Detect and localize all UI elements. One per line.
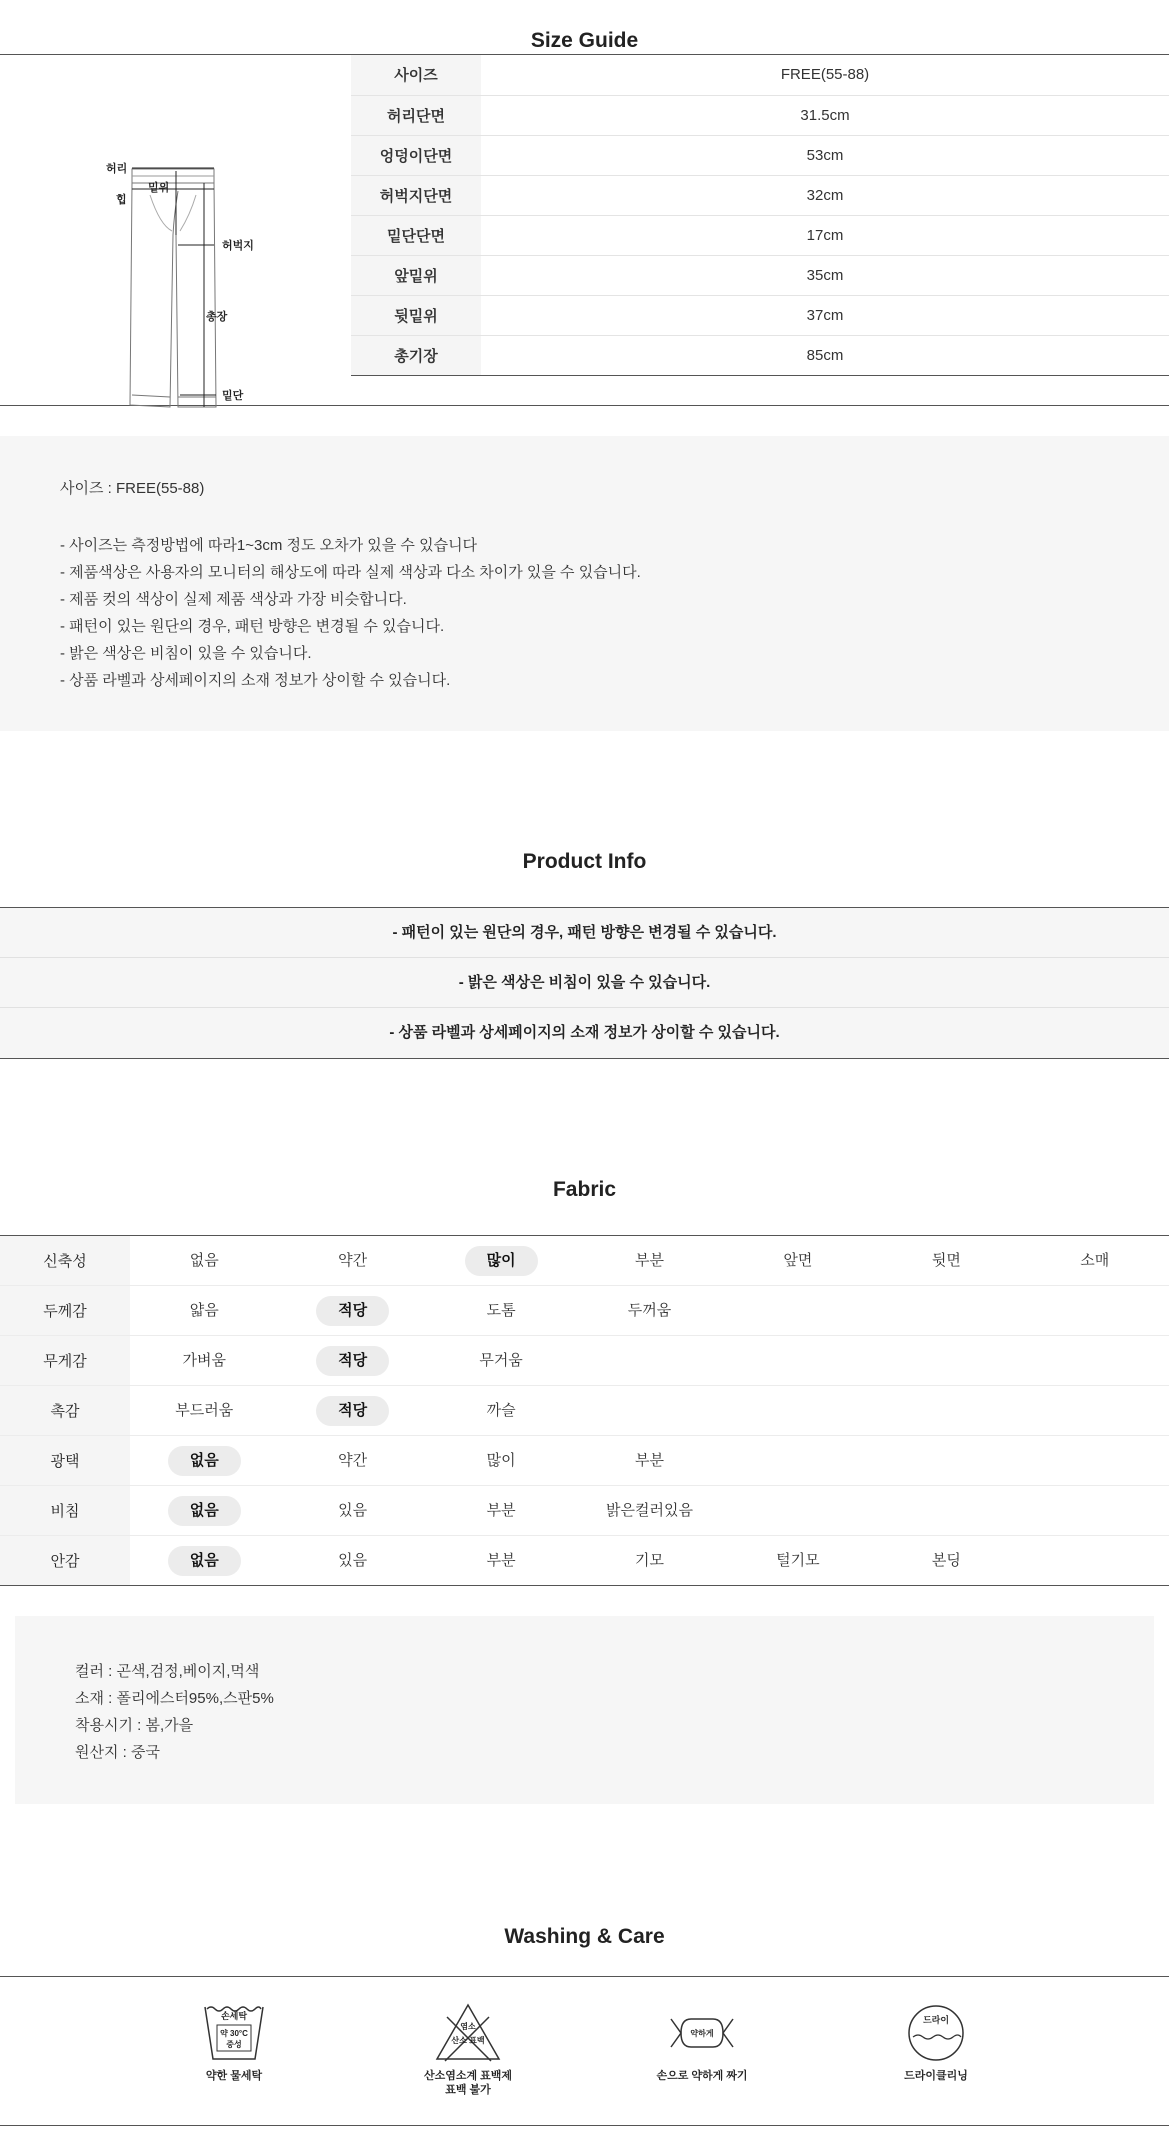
product-info-row: - 패턴이 있는 원단의 경우, 패턴 방향은 변경될 수 있습니다. — [0, 908, 1169, 958]
care-item-no-bleach — [388, 2001, 548, 2097]
notice-line: - 상품 라벨과 상세페이지의 소재 정보가 상이할 수 있습니다. — [60, 672, 451, 689]
size-row-label: 엉덩이단면 — [351, 135, 481, 175]
fabric-option: 앞면 — [783, 1251, 813, 1269]
fabric-title: Fabric — [552, 1178, 617, 1201]
fabric-row — [0, 1536, 1169, 1586]
fabric-option-cell — [872, 1386, 1020, 1436]
product-info-row: - 상품 라벨과 상세페이지의 소재 정보가 상이할 수 있습니다. — [0, 1008, 1169, 1058]
fabric-option-selected: 적당 — [316, 1296, 389, 1326]
fabric-option-cell — [1021, 1436, 1169, 1486]
notice-line: - 사이즈는 측정방법에 따라1~3cm 정도 오차가 있을 수 있습니다 — [60, 537, 478, 554]
size-row — [351, 295, 1169, 335]
fabric-option-cell — [130, 1286, 278, 1336]
notice-line: - 제품 컷의 색상이 실제 제품 색상과 가장 비슷합니다. — [60, 591, 407, 608]
fabric-row-label: 비침 — [0, 1486, 130, 1536]
fabric-row-label: 두께감 — [0, 1286, 130, 1336]
svg-text:약하게: 약하게 — [690, 2029, 714, 2038]
fabric-option: 밝은컬러있음 — [606, 1501, 693, 1519]
material-line: 소재 : 폴리에스터95%,스판5% — [75, 1690, 274, 1707]
svg-text:드라이: 드라이 — [922, 2015, 950, 2025]
fabric-option-cell — [278, 1286, 426, 1336]
fabric-row — [0, 1236, 1169, 1286]
size-row-value: 31.5cm — [481, 95, 1169, 135]
size-row — [351, 95, 1169, 135]
fabric-option-cell — [1021, 1236, 1169, 1286]
fabric-option-cell — [724, 1236, 872, 1286]
washing-care-title: Washing & Care — [504, 1925, 665, 1948]
fabric-option-cell — [575, 1236, 723, 1286]
fabric-option-selected: 적당 — [316, 1346, 389, 1376]
size-row-value: 35cm — [481, 255, 1169, 295]
care-label-no-bleach: 산소염소계 표백제 — [423, 2070, 513, 2082]
fabric-option-cell — [575, 1386, 723, 1436]
fabric-option: 약간 — [338, 1451, 368, 1469]
fabric-option-cell — [724, 1286, 872, 1336]
fabric-option-cell — [872, 1236, 1020, 1286]
fabric-option-cell — [1021, 1386, 1169, 1436]
fabric-row — [0, 1436, 1169, 1486]
size-row-label: 사이즈 — [351, 55, 481, 95]
fabric-row — [0, 1286, 1169, 1336]
fabric-option: 많이 — [486, 1451, 516, 1469]
notice-size-line: 사이즈 : FREE(55-88) — [60, 480, 205, 497]
fabric-option-cell — [278, 1536, 426, 1586]
fabric-option: 도톰 — [486, 1301, 516, 1319]
fabric-option-cell — [724, 1386, 872, 1436]
fabric-option-cell — [130, 1236, 278, 1286]
size-row-label: 앞밑위 — [351, 255, 481, 295]
size-row-value: 53cm — [481, 135, 1169, 175]
size-row-label: 밑단단면 — [351, 215, 481, 255]
diagram-label-length: 총장 — [206, 311, 228, 323]
fabric-option: 본딩 — [931, 1551, 961, 1569]
fabric-option-cell — [278, 1386, 426, 1436]
fabric-option-selected: 적당 — [316, 1396, 389, 1426]
fabric-option-cell — [130, 1336, 278, 1386]
fabric-option-cell — [130, 1536, 278, 1586]
material-line: 원산지 : 중국 — [75, 1744, 160, 1761]
fabric-row-label: 촉감 — [0, 1386, 130, 1436]
fabric-option-cell — [130, 1386, 278, 1436]
size-row-value: 37cm — [481, 295, 1169, 335]
size-row-value: 85cm — [481, 335, 1169, 375]
notice-line: - 제품색상은 사용자의 모니터의 해상도에 따라 실제 색상과 다소 차이가 있을 수 있습니다. — [60, 564, 641, 581]
fabric-option-cell — [427, 1536, 575, 1586]
size-row — [351, 135, 1169, 175]
size-row-value: 17cm — [481, 215, 1169, 255]
fabric-option: 있음 — [338, 1501, 368, 1519]
care-item-gentle-wring — [622, 2001, 782, 2083]
size-row — [351, 55, 1169, 95]
size-table — [351, 55, 1169, 376]
fabric-option-cell — [427, 1436, 575, 1486]
no-bleach-icon — [433, 2001, 503, 2065]
washing-care-section — [0, 1976, 1169, 2126]
fabric-option-selected: 없음 — [168, 1496, 241, 1526]
diagram-label-thigh: 허벅지 — [222, 240, 254, 252]
fabric-option-cell — [427, 1336, 575, 1386]
fabric-option-cell — [1021, 1336, 1169, 1386]
fabric-option-cell — [575, 1286, 723, 1336]
fabric-option: 없음 — [189, 1251, 219, 1269]
pants-size-diagram — [100, 105, 280, 425]
fabric-option: 까슬 — [486, 1401, 516, 1419]
fabric-option-cell — [427, 1236, 575, 1286]
size-row-label: 총기장 — [351, 335, 481, 375]
fabric-option: 기모 — [635, 1551, 664, 1569]
diagram-label-hip: 힙 — [116, 194, 127, 206]
fabric-option-cell — [724, 1336, 872, 1386]
size-row-label: 허벅지단면 — [351, 175, 481, 215]
fabric-option-cell — [1021, 1536, 1169, 1586]
fabric-option-cell — [872, 1336, 1020, 1386]
fabric-option-cell — [872, 1286, 1020, 1336]
fabric-option-cell — [575, 1486, 723, 1536]
fabric-option-cell — [872, 1436, 1020, 1486]
care-label-hand-wash: 약한 물세탁 — [205, 2070, 263, 2082]
diagram-label-hem: 밑단 — [222, 390, 244, 402]
fabric-option: 부분 — [635, 1451, 664, 1469]
size-row-label: 허리단면 — [351, 95, 481, 135]
size-row-value: 32cm — [481, 175, 1169, 215]
svg-text:산소 표백: 산소 표백 — [451, 2036, 485, 2045]
product-info-list — [0, 907, 1169, 1059]
care-label-gentle-wring: 손으로 약하게 짜기 — [656, 2070, 748, 2082]
fabric-option-cell — [575, 1336, 723, 1386]
fabric-option-cell — [872, 1536, 1020, 1586]
fabric-option-cell — [575, 1536, 723, 1586]
fabric-row-label: 광택 — [0, 1436, 130, 1486]
fabric-row — [0, 1336, 1169, 1386]
fabric-option: 약간 — [338, 1251, 368, 1269]
size-row-label: 뒷밑위 — [351, 295, 481, 335]
size-row — [351, 255, 1169, 295]
fabric-row-label: 신축성 — [0, 1236, 130, 1286]
fabric-option: 부분 — [486, 1501, 516, 1519]
fabric-option-cell — [1021, 1486, 1169, 1536]
fabric-option-selected: 많이 — [465, 1246, 538, 1276]
fabric-option-cell — [278, 1336, 426, 1386]
product-info-title: Product Info — [522, 850, 647, 873]
svg-text:염소: 염소 — [460, 2022, 476, 2031]
fabric-option-cell — [724, 1436, 872, 1486]
care-label-dry-clean: 드라이클리닝 — [904, 2070, 968, 2082]
svg-text:약 30°C: 약 30°C — [220, 2029, 248, 2038]
size-guide-title: Size Guide — [530, 29, 639, 52]
dry-clean-icon — [901, 2001, 971, 2065]
fabric-row-label: 안감 — [0, 1536, 130, 1586]
fabric-option-cell — [872, 1486, 1020, 1536]
size-row — [351, 335, 1169, 375]
product-info-row: - 밝은 색상은 비침이 있을 수 있습니다. — [0, 958, 1169, 1008]
fabric-option: 무거움 — [479, 1351, 523, 1369]
svg-text:손세탁: 손세탁 — [220, 2011, 248, 2021]
size-row — [351, 175, 1169, 215]
fabric-option-cell — [278, 1486, 426, 1536]
fabric-option-cell — [278, 1236, 426, 1286]
size-row — [351, 215, 1169, 255]
fabric-option-cell — [724, 1536, 872, 1586]
material-info-box — [15, 1616, 1154, 1804]
fabric-option: 소매 — [1080, 1251, 1110, 1269]
diagram-label-waist: 허리 — [106, 163, 128, 175]
material-line: 착용시기 : 봄,가을 — [75, 1717, 194, 1734]
notice-line: - 밝은 색상은 비침이 있을 수 있습니다. — [60, 645, 312, 662]
fabric-option: 있음 — [338, 1551, 368, 1569]
size-row-value: FREE(55-88) — [481, 55, 1169, 95]
fabric-option: 부드러움 — [175, 1401, 234, 1419]
notice-line: - 패턴이 있는 원단의 경우, 패턴 방향은 변경될 수 있습니다. — [60, 618, 445, 635]
fabric-option-cell — [427, 1486, 575, 1536]
gentle-wring-icon — [667, 2001, 737, 2065]
fabric-option-cell — [427, 1286, 575, 1336]
hand-wash-icon — [199, 2001, 269, 2065]
fabric-table — [0, 1235, 1169, 1586]
fabric-option: 털기모 — [776, 1551, 820, 1569]
fabric-option-cell — [724, 1486, 872, 1536]
fabric-option-cell — [278, 1436, 426, 1486]
fabric-option: 뒷면 — [931, 1251, 961, 1269]
svg-text:중성: 중성 — [226, 2040, 242, 2049]
care-label-no-bleach-2: 표백 불가 — [445, 2084, 491, 2096]
fabric-option-cell — [427, 1386, 575, 1436]
fabric-option: 두꺼움 — [627, 1301, 672, 1319]
fabric-option-selected: 없음 — [168, 1546, 241, 1576]
fabric-option: 부분 — [635, 1251, 664, 1269]
fabric-option: 얇음 — [189, 1301, 219, 1319]
fabric-option-cell — [575, 1436, 723, 1486]
fabric-row — [0, 1386, 1169, 1436]
material-line: 컬러 : 곤색,검정,베이지,먹색 — [75, 1663, 260, 1680]
fabric-option-selected: 없음 — [168, 1446, 241, 1476]
fabric-row-label: 무게감 — [0, 1336, 130, 1386]
diagram-label-rise: 밑위 — [148, 182, 170, 194]
fabric-option: 부분 — [486, 1551, 516, 1569]
fabric-option-cell — [1021, 1286, 1169, 1336]
size-guide-section — [0, 54, 1169, 406]
care-item-hand-wash — [154, 2001, 314, 2083]
care-item-dry-clean — [856, 2001, 1016, 2083]
fabric-option-cell — [130, 1486, 278, 1536]
fabric-row — [0, 1486, 1169, 1536]
fabric-option: 가벼움 — [182, 1351, 226, 1369]
size-notice-box — [0, 436, 1169, 731]
fabric-option-cell — [130, 1436, 278, 1486]
